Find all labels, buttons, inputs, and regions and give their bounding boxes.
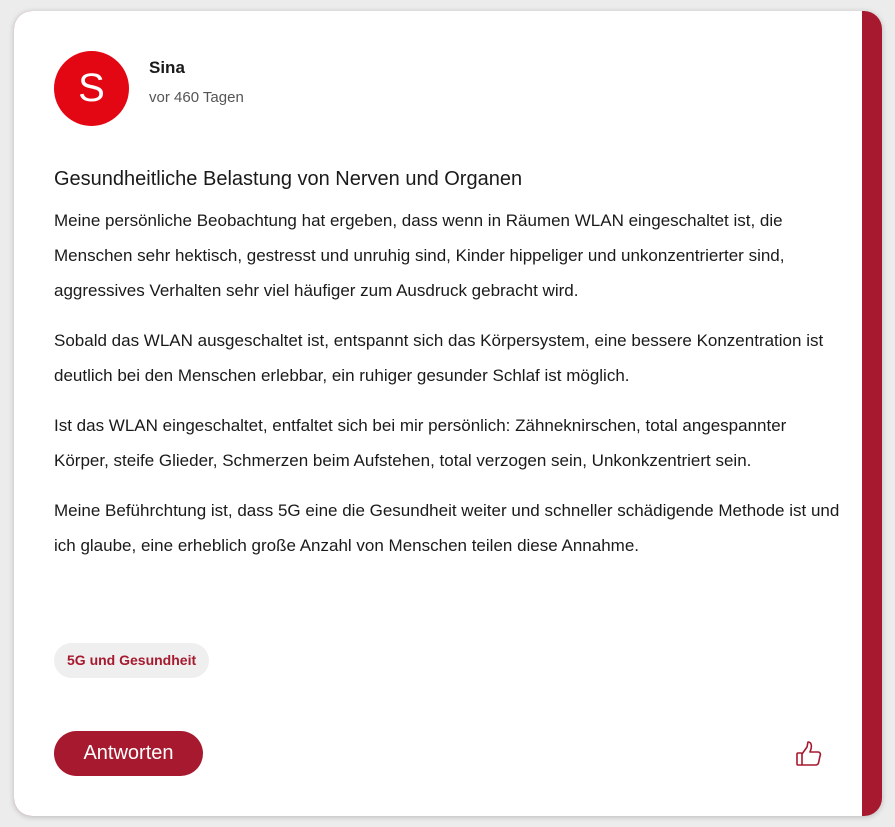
topic-tag[interactable]: 5G und Gesundheit <box>54 643 209 678</box>
post-paragraph: Meine Beführchtung ist, dass 5G eine die Gesundheit weiter und schneller schädigende Methode ist und ich glaube, eine erheblich große Anzahl von Menschen teilen diese Annahme. <box>54 501 840 555</box>
comment-card-frame <box>14 11 882 816</box>
post-paragraph: Ist das WLAN eingeschaltet, entfaltet sich bei mir persönlich: Zähneknirschen, total angespannter Körper, steife Glieder, Schmerzen beim Aufstehen, total verzogen sein, Unkonkzentriert sein. <box>54 416 787 470</box>
post-paragraph: Sobald das WLAN ausgeschaltet ist, entspannt sich das Körpersystem, eine bessere Konzentration ist deutlich bei den Menschen erlebbar, ein ruhiger gesunder Schlaf ist möglich. <box>54 331 824 385</box>
post-timestamp: vor 460 Tagen <box>149 89 244 106</box>
thumbs-up-icon <box>794 739 824 769</box>
author-name: Sina <box>149 58 185 77</box>
comment-card <box>14 11 862 816</box>
reply-button[interactable]: Antworten <box>54 731 203 776</box>
post-paragraph: Meine persönliche Beobachtung hat ergeben, dass wenn in Räumen WLAN eingeschaltet ist, die Menschen sehr hektisch, gestresst und unruhig sind, Kinder hippeliger und unkonzentrierter sind, aggressives Verhalten sehr viel häufiger zum Ausdruck gebracht wird. <box>54 211 785 300</box>
avatar: S <box>54 51 129 126</box>
post-title: Gesundheitliche Belastung von Nerven und Organen <box>54 168 523 190</box>
post-body <box>54 203 844 578</box>
like-button[interactable] <box>794 739 824 769</box>
